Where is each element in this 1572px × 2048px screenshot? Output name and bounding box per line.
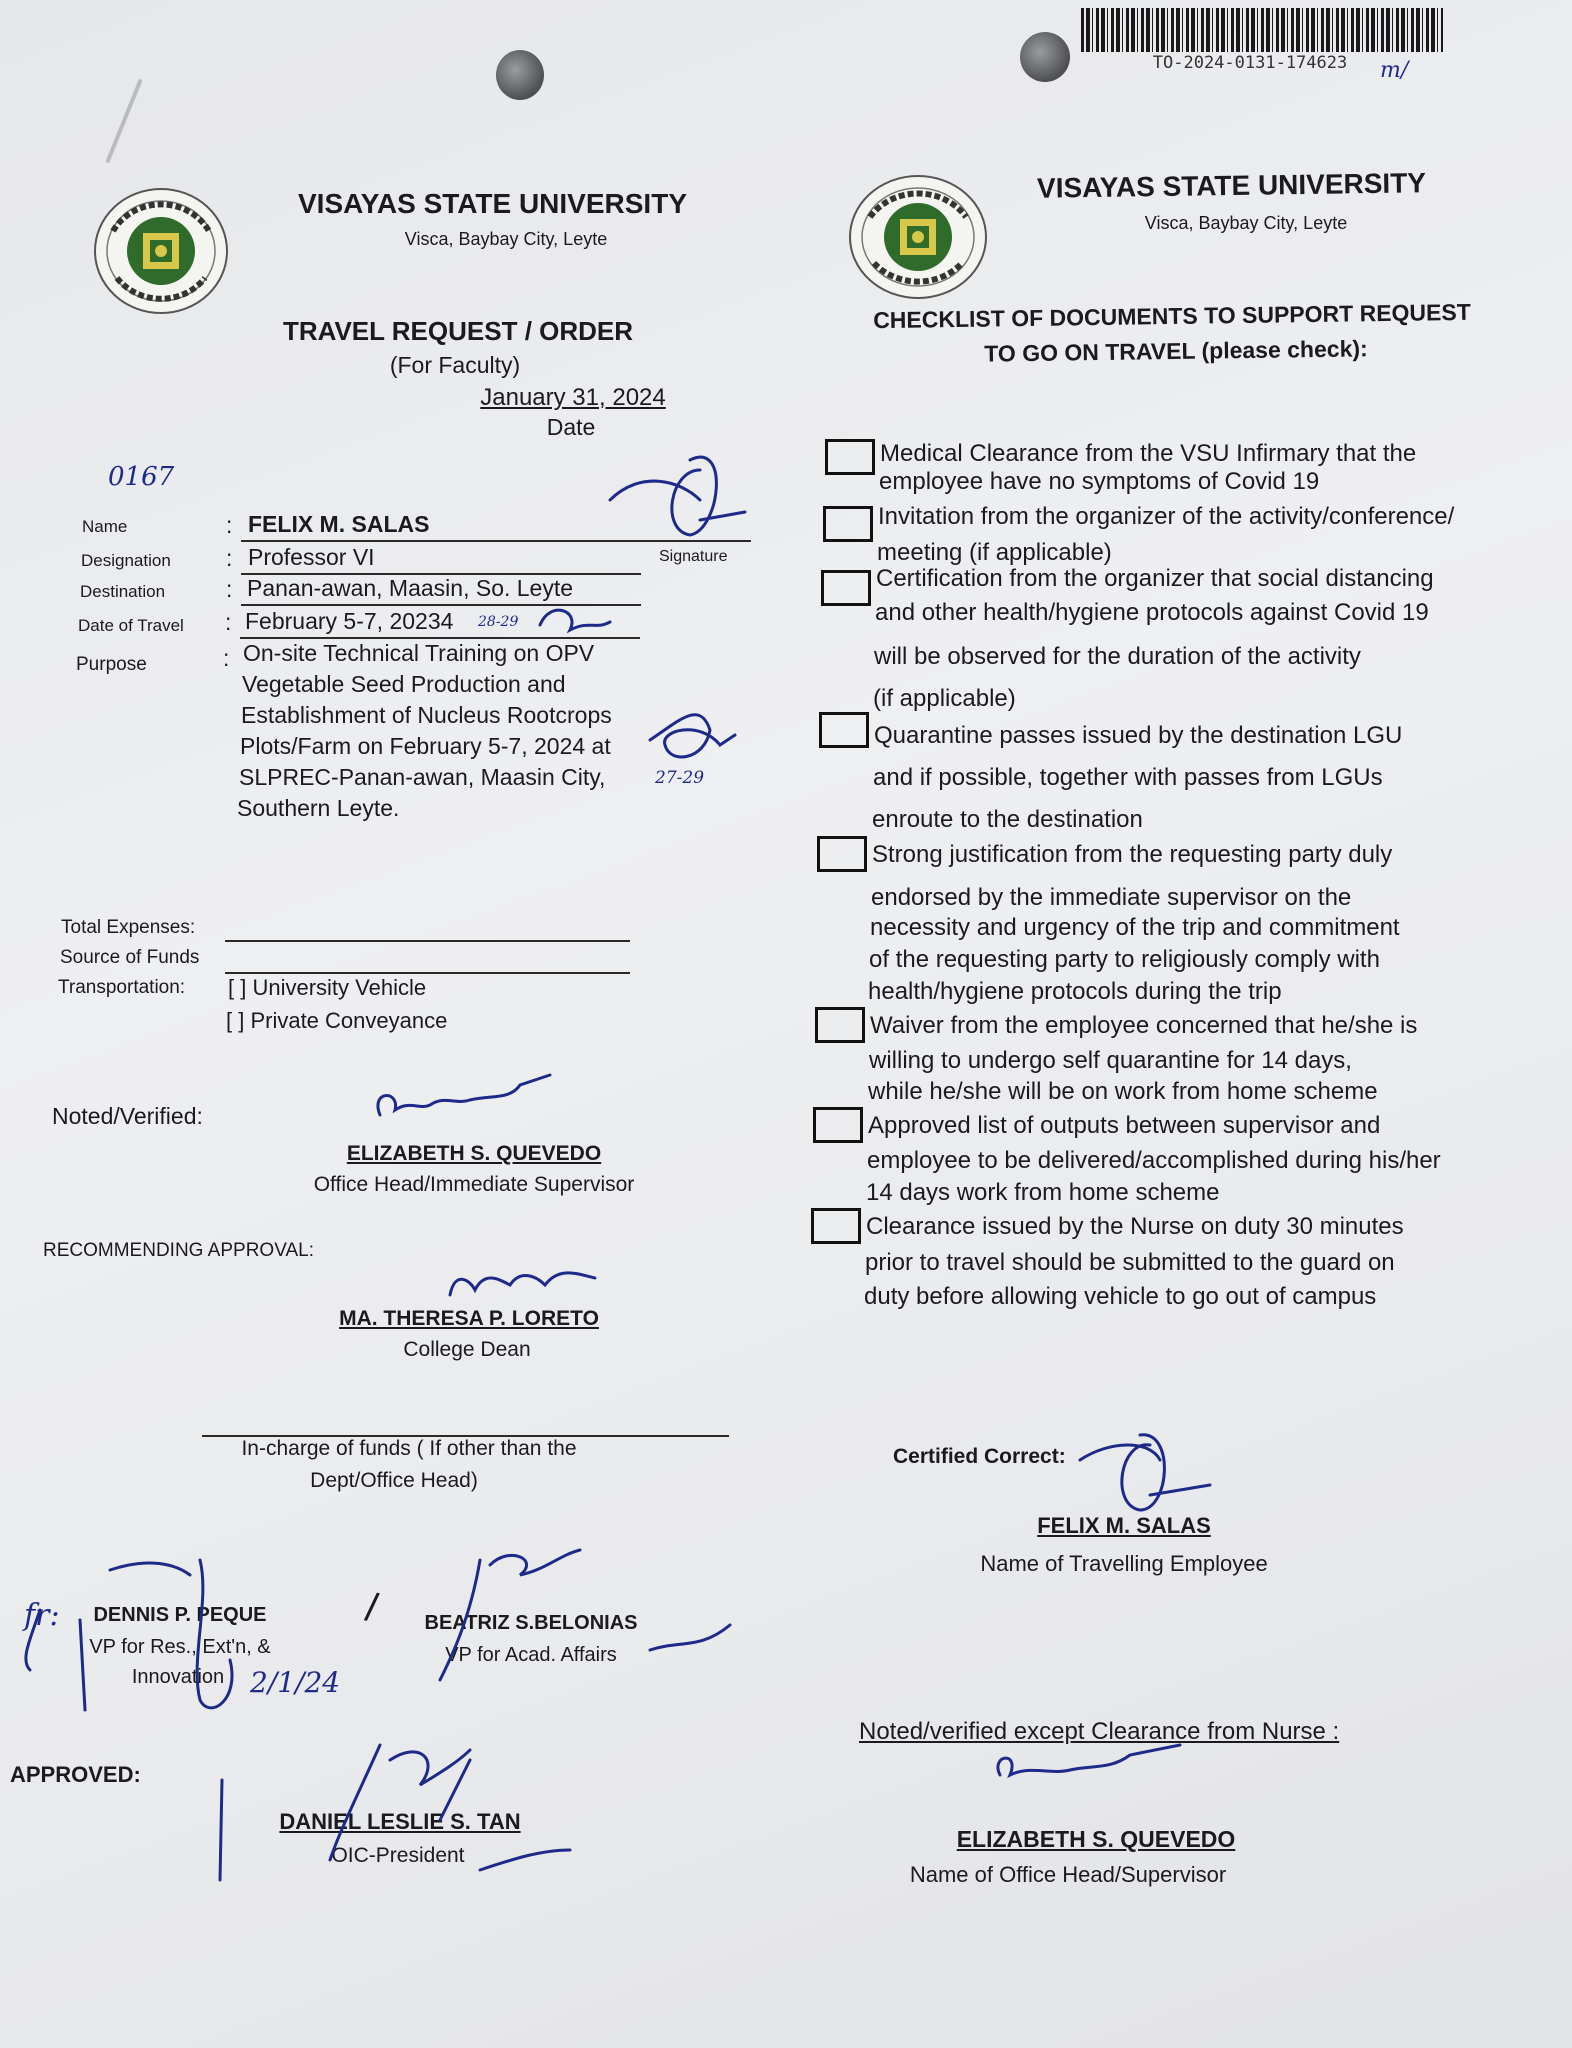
checklist-item-text: and if possible, together with passes from LGUs xyxy=(873,764,1383,791)
punch-hole xyxy=(496,50,544,100)
checklist-checkbox[interactable] xyxy=(819,712,869,748)
signature-felix-date xyxy=(540,610,610,630)
travel-date-value: February 5-7, 20234 xyxy=(245,608,454,634)
checklist-item-text: meeting (if applicable) xyxy=(877,539,1112,566)
form-date-label: Date xyxy=(546,414,596,440)
control-number: 0167 xyxy=(108,462,175,492)
destination-value: Panan-awan, Maasin, So. Leyte xyxy=(247,575,574,601)
checklist-item-text: 14 days work from home scheme xyxy=(866,1179,1220,1206)
signature-label: Signature xyxy=(659,548,728,565)
checklist-item-text: will be observed for the duration of the activity xyxy=(874,643,1361,670)
checklist-item-text: Invitation from the organizer of the activity/conference/ xyxy=(878,503,1455,530)
checklist-item-text: of the requesting party to religiously comply with xyxy=(869,946,1380,973)
signature-felix-name xyxy=(610,457,745,535)
purpose-date-correction: 27-29 xyxy=(655,768,705,788)
signatory-separator: / xyxy=(362,1585,381,1631)
president-title: OIC-President xyxy=(331,1844,465,1867)
university-seal-logo xyxy=(93,186,229,316)
vp1-date: 2/1/24 xyxy=(250,1666,341,1699)
checklist-item-text: Certification from the organizer that social distancing xyxy=(876,565,1434,592)
travel-date-underline xyxy=(240,637,640,639)
barcode-number: TO-2024-0131-174623 xyxy=(1152,53,1348,73)
travelling-employee-name: FELIX M. SALAS xyxy=(1037,1513,1211,1538)
designation-colon: : xyxy=(226,545,233,571)
right-university-address: Visca, Baybay City, Leyte xyxy=(1144,213,1348,233)
checklist-title: CHECKLIST OF DOCUMENTS TO SUPPORT REQUEST xyxy=(873,298,1471,334)
noted-verified-label: Noted/Verified: xyxy=(52,1103,203,1129)
travel-date-colon: : xyxy=(225,609,232,635)
checklist-item-text: employee have no symptoms of Covid 19 xyxy=(879,468,1320,495)
checklist-item-text: (if applicable) xyxy=(873,685,1016,712)
office-head-title: Name of Office Head/Supervisor xyxy=(909,1862,1227,1887)
noted-except-nurse-label: Noted/verified except Clearance from Nurse : xyxy=(859,1718,1340,1745)
checklist-item-text: Quarantine passes issued by the destination LGU xyxy=(874,722,1403,749)
checklist-item-text: Medical Clearance from the VSU Infirmary that the xyxy=(880,440,1417,467)
designation-label: Designation xyxy=(81,551,171,570)
checklist-item-text: Clearance issued by the Nurse on duty 30 minutes xyxy=(866,1213,1404,1240)
form-date-value: January 31, 2024 xyxy=(480,384,666,411)
left-university-address: Visca, Baybay City, Leyte xyxy=(404,229,608,249)
checklist-item-text: Strong justification from the requesting party duly xyxy=(872,841,1393,868)
noted-supervisor-title: Office Head/Immediate Supervisor xyxy=(313,1173,635,1196)
vp1-title: Innovation xyxy=(131,1666,225,1688)
travel-date-label: Date of Travel xyxy=(78,616,184,635)
private-conveyance-option[interactable]: [ ] Private Conveyance xyxy=(226,1008,448,1033)
checklist-checkbox[interactable] xyxy=(815,1007,865,1043)
name-label: Name xyxy=(82,517,128,536)
president-name: DANIEL LESLIE S. TAN xyxy=(279,1809,521,1834)
right-university-name: VISAYAS STATE UNIVERSITY xyxy=(1036,167,1427,204)
barcode-initials: m/ xyxy=(1380,58,1409,83)
dean-name: MA. THERESA P. LORETO xyxy=(339,1307,599,1330)
checklist-checkbox[interactable] xyxy=(813,1107,863,1143)
signature-quevedo-right xyxy=(998,1745,1180,1775)
checklist-item-text: endorsed by the immediate supervisor on the xyxy=(871,884,1352,911)
checklist-item-text: and other health/hygiene protocols against Covid 19 xyxy=(875,599,1429,626)
purpose-label: Purpose xyxy=(76,654,147,675)
university-seal-logo xyxy=(848,173,988,301)
source-of-funds-label: Source of Funds xyxy=(60,947,200,968)
transportation-label: Transportation: xyxy=(58,977,186,998)
checklist-item-text: Approved list of outputs between supervisor and xyxy=(868,1112,1381,1139)
checklist-item-text: duty before allowing vehicle to go out of campus xyxy=(864,1283,1377,1310)
funds-incharge-label: In-charge of funds ( If other than the xyxy=(241,1437,577,1460)
form-subtitle: (For Faculty) xyxy=(389,352,521,378)
certified-correct-label: Certified Correct: xyxy=(893,1445,1066,1468)
checklist-checkbox[interactable] xyxy=(811,1208,861,1244)
purpose-line: On-site Technical Training on OPV xyxy=(243,640,595,666)
dean-title: College Dean xyxy=(403,1338,531,1361)
destination-underline xyxy=(241,604,641,606)
checklist-item-text: enroute to the destination xyxy=(872,806,1143,833)
approved-label: APPROVED: xyxy=(10,1762,141,1787)
name-colon: : xyxy=(226,512,233,538)
purpose-line: Plots/Farm on February 5-7, 2024 at xyxy=(240,733,611,759)
form-title: TRAVEL REQUEST / ORDER xyxy=(282,316,634,346)
name-value: FELIX M. SALAS xyxy=(248,511,430,537)
purpose-line: Southern Leyte. xyxy=(237,795,400,821)
name-underline xyxy=(241,540,751,542)
staple-mark xyxy=(105,79,142,164)
left-university-name: VISAYAS STATE UNIVERSITY xyxy=(298,188,687,219)
purpose-line: Establishment of Nucleus Rootcrops xyxy=(241,702,612,728)
vp1-prefix: fr: xyxy=(24,1598,60,1633)
travelling-employee-title: Name of Travelling Employee xyxy=(980,1551,1268,1576)
checklist-item-text: Waiver from the employee concerned that he/she is xyxy=(870,1012,1418,1039)
vp1-title: VP for Res., Ext'n, & xyxy=(89,1636,271,1658)
university-vehicle-option[interactable]: [ ] University Vehicle xyxy=(228,975,427,1000)
checklist-checkbox[interactable] xyxy=(821,570,871,606)
signature-quevedo xyxy=(378,1075,550,1115)
checklist-item-text: health/hygiene protocols during the trip xyxy=(868,978,1282,1005)
barcode xyxy=(1081,8,1443,52)
travel-date-correction: 28-29 xyxy=(478,614,519,630)
checklist-item-text: employee to be delivered/accomplished during his/her xyxy=(867,1147,1441,1174)
recommending-approval-label: RECOMMENDING APPROVAL: xyxy=(43,1240,314,1261)
purpose-line: SLPREC-Panan-awan, Maasin City, xyxy=(239,764,606,790)
total-expenses-label: Total Expenses: xyxy=(61,917,196,938)
office-head-name: ELIZABETH S. QUEVEDO xyxy=(956,1826,1236,1852)
punch-hole xyxy=(1020,32,1070,82)
checklist-item-text: prior to travel should be submitted to the guard on xyxy=(865,1249,1395,1276)
checklist-item-text: while he/she will be on work from home scheme xyxy=(868,1078,1378,1105)
source-of-funds-line xyxy=(225,972,630,974)
destination-label: Destination xyxy=(80,582,166,601)
checklist-item-text: willing to undergo self quarantine for 14 days, xyxy=(869,1047,1352,1074)
vp1-name: DENNIS P. PEQUE xyxy=(93,1604,267,1626)
destination-colon: : xyxy=(226,576,233,602)
total-expenses-line xyxy=(225,940,630,942)
noted-supervisor-name: ELIZABETH S. QUEVEDO xyxy=(346,1142,602,1165)
checklist-checkbox[interactable] xyxy=(823,506,873,542)
purpose-colon: : xyxy=(223,645,230,671)
designation-value: Professor VI xyxy=(248,544,375,570)
vp2-name: BEATRIZ S.BELONIAS xyxy=(424,1612,638,1634)
vp2-title: VP for Acad. Affairs xyxy=(445,1644,617,1666)
checklist-item-text: necessity and urgency of the trip and commitment xyxy=(870,914,1400,941)
checklist-checkbox[interactable] xyxy=(825,439,875,475)
checklist-checkbox[interactable] xyxy=(817,836,867,872)
signature-felix-certified xyxy=(1080,1435,1210,1510)
purpose-line: Vegetable Seed Production and xyxy=(242,671,566,697)
signature-felix-purpose xyxy=(650,715,735,757)
checklist-title: TO GO ON TRAVEL (please check): xyxy=(984,335,1368,367)
funds-incharge-label: Dept/Office Head) xyxy=(310,1469,478,1492)
signature-loreto xyxy=(450,1273,595,1295)
